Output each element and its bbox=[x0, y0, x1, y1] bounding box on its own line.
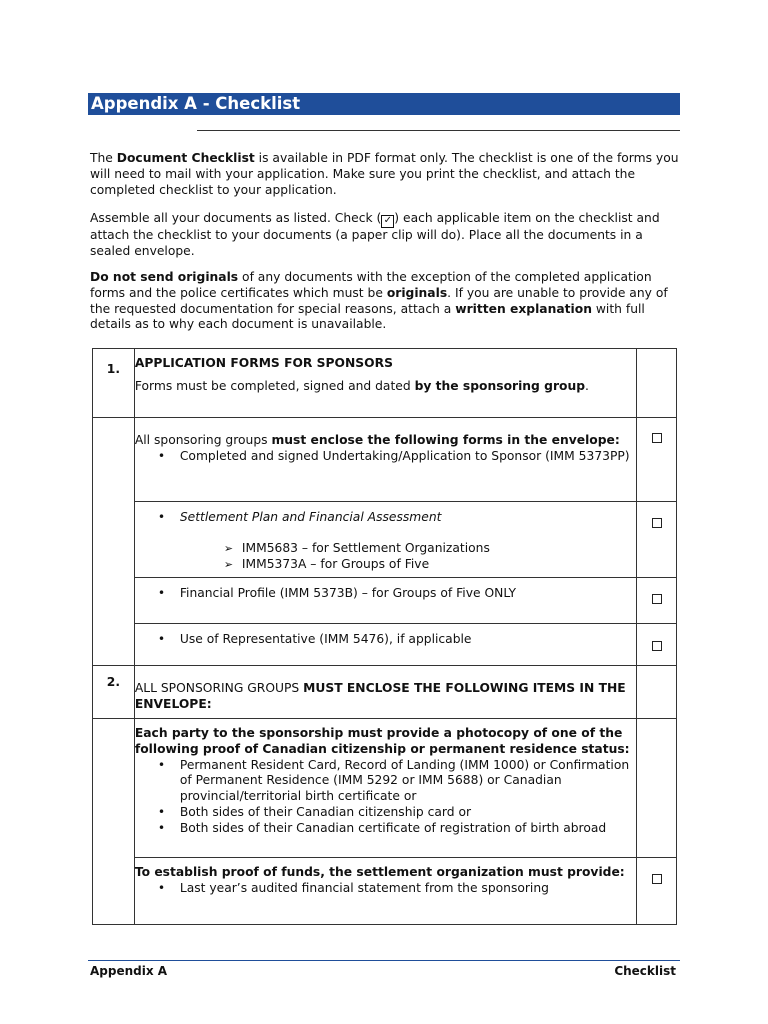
table-row bbox=[93, 666, 677, 719]
checked-box-icon: ✓ bbox=[381, 215, 394, 228]
list-item: • Settlement Plan and Financial Assessment bbox=[180, 510, 636, 526]
text-span: All sponsoring groups bbox=[134, 433, 272, 447]
checkbox-cell bbox=[637, 578, 677, 624]
checkbox[interactable] bbox=[652, 641, 662, 651]
section-number bbox=[93, 349, 135, 418]
list-item: • Permanent Resident Card, Record of Landing (IMM 1000) or Confirmation of Permanent Residence (IMM 5292 or IMM 5688) or Canadian provincial/territorial birth certificate or bbox=[180, 758, 636, 805]
table-row bbox=[93, 418, 677, 502]
bullet-list bbox=[135, 881, 636, 897]
checklist-item bbox=[134, 858, 636, 925]
empty-cell bbox=[93, 418, 135, 666]
text-span: Assemble all your documents as listed. Check ( bbox=[90, 211, 382, 225]
checkbox-cell bbox=[637, 418, 677, 502]
text-span: . If you are unable to provide any of the requested documentation for special reasons, attach a bbox=[90, 285, 668, 316]
list-item: • Last year’s audited financial statement from the sponsoring bbox=[180, 881, 636, 897]
document-checklist-link-text: Document Checklist bbox=[116, 151, 255, 165]
list-item: • Both sides of their Canadian citizenship card or bbox=[180, 805, 636, 821]
originals-paragraph bbox=[90, 270, 682, 333]
empty-cell bbox=[93, 719, 135, 925]
text-span: The bbox=[90, 151, 117, 165]
table-row bbox=[93, 578, 677, 624]
text-span: ALL SPONSORING GROUPS bbox=[134, 681, 304, 695]
list-item: • Financial Profile (IMM 5373B) – for Groups of Five ONLY bbox=[180, 586, 636, 602]
text-span: of any documents with the exception of the completed application forms and the police certificates which must be bbox=[90, 270, 652, 300]
list-item: • Use of Representative (IMM 5476), if applicable bbox=[180, 632, 636, 648]
checkbox[interactable] bbox=[652, 433, 662, 443]
text-span: is available in PDF format only. The checklist is one of the forms you will need to mail with your application. Make sure you print the checklist, and attach the completed checklist to your application. bbox=[90, 151, 679, 197]
item-lead bbox=[135, 433, 636, 449]
bullet-list bbox=[135, 586, 636, 602]
bullet-list bbox=[135, 632, 636, 648]
bold-span: by the sponsoring group bbox=[414, 378, 586, 393]
checklist-item bbox=[134, 624, 636, 666]
empty-cell bbox=[637, 349, 677, 418]
list-item: ➢ IMM5683 – for Settlement Organizations bbox=[242, 541, 636, 557]
section-heading bbox=[135, 681, 636, 713]
list-item: • Both sides of their Canadian certificate of registration of birth abroad bbox=[180, 821, 636, 837]
checkbox[interactable] bbox=[652, 874, 662, 884]
checklist-table bbox=[92, 348, 677, 925]
table-row bbox=[93, 502, 677, 578]
table-row bbox=[93, 858, 677, 925]
section-number-label: 1. bbox=[106, 362, 121, 376]
checkbox[interactable] bbox=[652, 594, 662, 604]
arrow-list bbox=[135, 541, 636, 573]
table-row bbox=[93, 624, 677, 666]
empty-cell bbox=[637, 666, 677, 719]
bullet-list bbox=[135, 510, 636, 526]
list-item: • Completed and signed Undertaking/Application to Sponsor (IMM 5373PP) bbox=[180, 449, 636, 465]
footer-divider bbox=[88, 960, 680, 961]
text-span: ) each applicable item on the checklist and attach the checklist to your documents (a paper clip will do). Place all the documents in a sealed envelope. bbox=[90, 211, 660, 258]
section-number-label: 2. bbox=[106, 675, 121, 689]
section-header bbox=[134, 666, 636, 719]
bold-span: Do not send originals bbox=[90, 270, 239, 284]
checklist-item bbox=[134, 418, 636, 502]
section-heading: APPLICATION FORMS FOR SPONSORS bbox=[134, 356, 393, 370]
table-row bbox=[93, 719, 677, 858]
item-lead: To establish proof of funds, the settlement organization must provide: bbox=[134, 865, 625, 879]
assemble-paragraph bbox=[90, 211, 682, 260]
checkbox-cell bbox=[637, 502, 677, 578]
empty-cell bbox=[637, 719, 677, 858]
bold-span: MUST ENCLOSE THE FOLLOWING ITEMS IN THE ENVELOPE: bbox=[134, 681, 626, 711]
list-item: ➢ IMM5373A – for Groups of Five bbox=[242, 557, 636, 573]
section-number bbox=[93, 666, 135, 719]
bullet-list bbox=[135, 758, 636, 837]
checkbox[interactable] bbox=[652, 518, 662, 528]
bold-span: originals bbox=[386, 285, 448, 300]
bold-span: must enclose the following forms in the envelope: bbox=[271, 433, 620, 447]
table-row bbox=[93, 349, 677, 418]
title-divider bbox=[197, 130, 680, 131]
footer-right-label: Checklist bbox=[614, 964, 676, 978]
page-title: Appendix A - Checklist bbox=[88, 93, 680, 115]
section-header bbox=[134, 349, 636, 418]
text-span: . bbox=[585, 378, 589, 393]
checklist-item bbox=[134, 578, 636, 624]
text-span: Forms must be completed, signed and dated bbox=[134, 378, 415, 393]
intro-paragraph bbox=[90, 151, 682, 198]
checklist-item bbox=[134, 502, 636, 578]
bold-span: written explanation bbox=[455, 301, 592, 316]
section-subtext bbox=[135, 379, 636, 395]
bullet-list bbox=[135, 449, 636, 465]
checkbox-cell bbox=[637, 858, 677, 925]
checkbox-cell bbox=[637, 624, 677, 666]
checklist-item bbox=[134, 719, 636, 858]
item-lead: Each party to the sponsorship must provide a photocopy of one of the following proof of Canadian citizenship or permanent residence status: bbox=[134, 726, 630, 756]
footer-left-label: Appendix A bbox=[90, 964, 168, 978]
text-span: with full details as to why each document is unavailable. bbox=[90, 301, 645, 332]
